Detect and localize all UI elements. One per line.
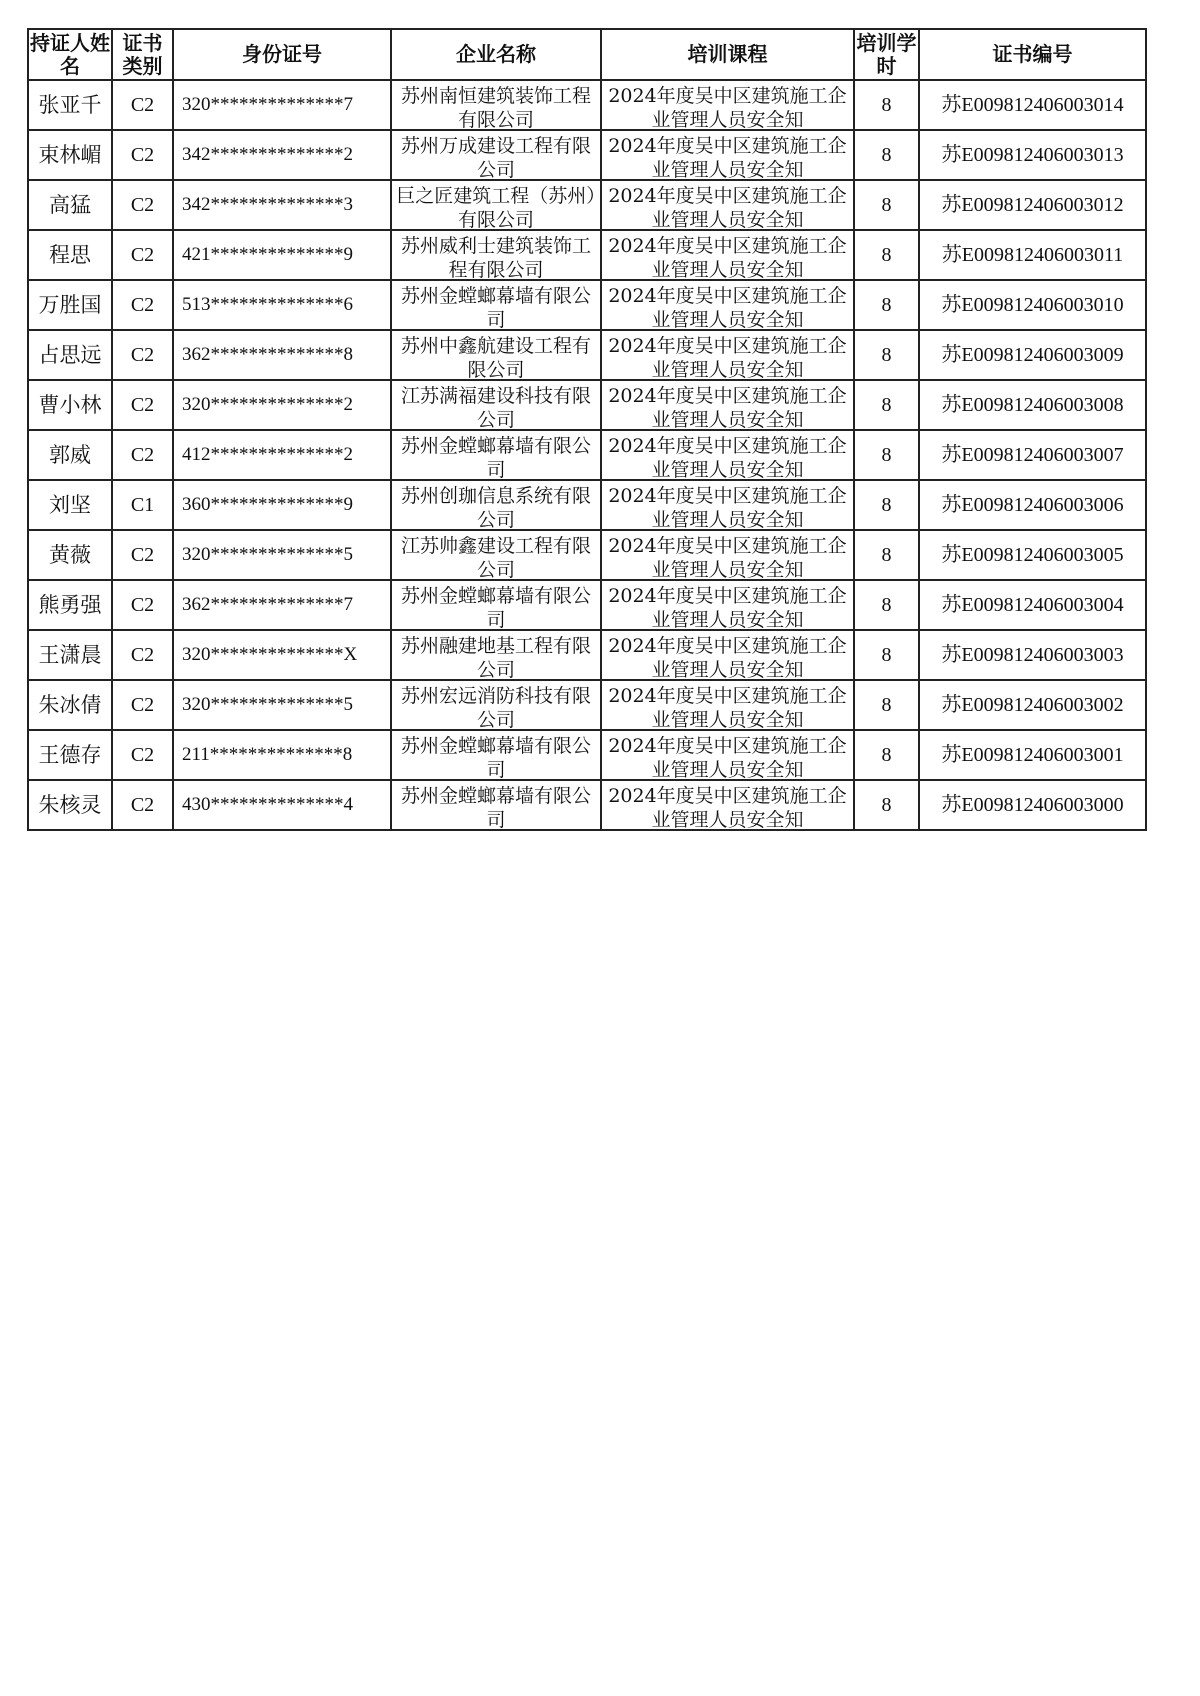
cell-holder-name: 曹小林 [28,380,112,430]
cell-id-number: 320**************7 [173,80,391,130]
header-cert-type: 证书类别 [112,29,173,80]
cell-company-text: 苏州金螳螂幕墙有限公司 [400,435,591,478]
table-row [28,330,1146,380]
header-holder-name: 持证人姓名 [28,29,112,80]
cell-company [391,80,601,130]
cell-company-text: 苏州中鑫航建设工程有限公司 [400,335,591,378]
cell-company [391,680,601,730]
cell-company [391,480,601,530]
cell-hours: 8 [854,80,919,130]
cell-course-text: 2024年度吴中区建筑施工企业管理人员安全知 [608,135,847,178]
cell-holder-name: 万胜国 [28,280,112,330]
cell-cert-type: C2 [112,280,173,330]
cell-hours: 8 [854,580,919,630]
cell-cert-number: 苏E009812406003009 [919,330,1146,380]
cell-id-number: 320**************5 [173,530,391,580]
cell-course-text: 2024年度吴中区建筑施工企业管理人员安全知 [608,85,847,128]
cell-hours: 8 [854,780,919,830]
cell-cert-number: 苏E009812406003013 [919,130,1146,180]
cell-company-text: 江苏帅鑫建设工程有限公司 [400,535,591,578]
cell-id-number: 513**************6 [173,280,391,330]
cell-cert-type: C2 [112,780,173,830]
cell-holder-name: 高猛 [28,180,112,230]
header-row [28,29,1146,80]
cell-cert-number: 苏E009812406003007 [919,430,1146,480]
cell-hours: 8 [854,630,919,680]
cell-holder-name: 王德存 [28,730,112,780]
cell-id-number: 320**************X [173,630,391,680]
cell-hours: 8 [854,730,919,780]
cell-company [391,230,601,280]
cell-company-text: 苏州南恒建筑装饰工程有限公司 [400,85,591,128]
table-row [28,730,1146,780]
cell-id-number: 412**************2 [173,430,391,480]
cell-course-text: 2024年度吴中区建筑施工企业管理人员安全知 [608,785,847,828]
cell-company [391,430,601,480]
cell-company [391,280,601,330]
cell-hours: 8 [854,430,919,480]
cell-cert-type: C2 [112,380,173,430]
table-row [28,280,1146,330]
cell-company-text: 苏州威利士建筑装饰工程有限公司 [400,235,591,278]
cell-cert-number: 苏E009812406003011 [919,230,1146,280]
table-row [28,530,1146,580]
cell-company-text: 苏州融建地基工程有限公司 [400,635,591,678]
cell-course-text: 2024年度吴中区建筑施工企业管理人员安全知 [608,285,847,328]
table-row [28,680,1146,730]
cell-hours: 8 [854,180,919,230]
certificate-table [27,28,1147,831]
cell-company-text: 苏州金螳螂幕墙有限公司 [400,785,591,828]
table-row [28,180,1146,230]
table-body [28,80,1146,830]
cell-company [391,580,601,630]
cell-course [601,630,854,680]
cell-hours: 8 [854,230,919,280]
cell-hours: 8 [854,680,919,730]
cell-course [601,80,854,130]
cell-cert-number: 苏E009812406003012 [919,180,1146,230]
cell-id-number: 360**************9 [173,480,391,530]
cell-cert-number: 苏E009812406003002 [919,680,1146,730]
header-cert-number: 证书编号 [919,29,1146,80]
table-row [28,430,1146,480]
cell-cert-number: 苏E009812406003014 [919,80,1146,130]
cell-course [601,530,854,580]
cell-id-number: 342**************3 [173,180,391,230]
cell-hours: 8 [854,480,919,530]
table-row [28,230,1146,280]
cell-cert-number: 苏E009812406003005 [919,530,1146,580]
cell-cert-number: 苏E009812406003003 [919,630,1146,680]
cell-cert-number: 苏E009812406003010 [919,280,1146,330]
cell-course [601,230,854,280]
table-row [28,80,1146,130]
cell-cert-type: C2 [112,130,173,180]
cell-cert-type: C2 [112,330,173,380]
cell-cert-type: C2 [112,180,173,230]
cell-course [601,730,854,780]
header-hours: 培训学时 [854,29,919,80]
cell-company-text: 苏州金螳螂幕墙有限公司 [400,585,591,628]
cell-cert-number: 苏E009812406003001 [919,730,1146,780]
cell-course [601,680,854,730]
cell-company-text: 巨之匠建筑工程（苏州）有限公司 [396,185,596,228]
cell-company-text: 苏州金螳螂幕墙有限公司 [400,285,591,328]
cell-course [601,380,854,430]
cell-company-text: 苏州宏远消防科技有限公司 [400,685,591,728]
cell-course-text: 2024年度吴中区建筑施工企业管理人员安全知 [608,185,847,228]
cell-cert-type: C2 [112,630,173,680]
cell-company [391,330,601,380]
table-row [28,630,1146,680]
cell-company [391,630,601,680]
cell-company [391,380,601,430]
cell-id-number: 421**************9 [173,230,391,280]
cell-course-text: 2024年度吴中区建筑施工企业管理人员安全知 [608,485,847,528]
table-row [28,580,1146,630]
header-company: 企业名称 [391,29,601,80]
cell-company-text: 苏州万成建设工程有限公司 [400,135,591,178]
cell-company [391,180,601,230]
cell-hours: 8 [854,280,919,330]
cell-course-text: 2024年度吴中区建筑施工企业管理人员安全知 [608,685,847,728]
cell-id-number: 430**************4 [173,780,391,830]
cell-id-number: 320**************2 [173,380,391,430]
cell-cert-type: C2 [112,430,173,480]
cell-holder-name: 张亚千 [28,80,112,130]
cell-course [601,330,854,380]
cell-holder-name: 刘坚 [28,480,112,530]
cell-cert-type: C2 [112,80,173,130]
cell-holder-name: 占思远 [28,330,112,380]
cell-course [601,280,854,330]
cell-company-text: 苏州金螳螂幕墙有限公司 [400,735,591,778]
header-id-number: 身份证号 [173,29,391,80]
cell-id-number: 211**************8 [173,730,391,780]
cell-course [601,480,854,530]
cell-company-text: 江苏满福建设科技有限公司 [400,385,591,428]
cell-cert-number: 苏E009812406003006 [919,480,1146,530]
cell-holder-name: 黄薇 [28,530,112,580]
cell-hours: 8 [854,380,919,430]
certificate-table-sheet [27,28,1147,831]
table-row [28,130,1146,180]
cell-cert-type: C2 [112,580,173,630]
cell-course-text: 2024年度吴中区建筑施工企业管理人员安全知 [608,385,847,428]
cell-holder-name: 朱冰倩 [28,680,112,730]
cell-course [601,180,854,230]
cell-hours: 8 [854,330,919,380]
cell-company [391,530,601,580]
cell-company [391,780,601,830]
cell-id-number: 362**************8 [173,330,391,380]
cell-holder-name: 束林嵋 [28,130,112,180]
cell-hours: 8 [854,530,919,580]
cell-holder-name: 程思 [28,230,112,280]
cell-course-text: 2024年度吴中区建筑施工企业管理人员安全知 [608,435,847,478]
cell-course-text: 2024年度吴中区建筑施工企业管理人员安全知 [608,585,847,628]
cell-cert-number: 苏E009812406003000 [919,780,1146,830]
cell-cert-type: C2 [112,530,173,580]
cell-course [601,430,854,480]
cell-course-text: 2024年度吴中区建筑施工企业管理人员安全知 [608,235,847,278]
cell-cert-type: C1 [112,480,173,530]
cell-course [601,130,854,180]
cell-course-text: 2024年度吴中区建筑施工企业管理人员安全知 [608,735,847,778]
cell-hours: 8 [854,130,919,180]
cell-course-text: 2024年度吴中区建筑施工企业管理人员安全知 [608,635,847,678]
cell-course [601,580,854,630]
cell-id-number: 362**************7 [173,580,391,630]
table-row [28,480,1146,530]
table-row [28,780,1146,830]
cell-course-text: 2024年度吴中区建筑施工企业管理人员安全知 [608,335,847,378]
cell-cert-type: C2 [112,230,173,280]
cell-id-number: 320**************5 [173,680,391,730]
cell-cert-type: C2 [112,730,173,780]
table-header [28,29,1146,80]
cell-holder-name: 朱核灵 [28,780,112,830]
cell-holder-name: 熊勇强 [28,580,112,630]
cell-company-text: 苏州创珈信息系统有限公司 [400,485,591,528]
cell-course [601,780,854,830]
header-course: 培训课程 [601,29,854,80]
cell-cert-number: 苏E009812406003004 [919,580,1146,630]
table-row [28,380,1146,430]
cell-company [391,130,601,180]
cell-id-number: 342**************2 [173,130,391,180]
cell-company [391,730,601,780]
cell-holder-name: 王潇晨 [28,630,112,680]
cell-cert-number: 苏E009812406003008 [919,380,1146,430]
cell-holder-name: 郭威 [28,430,112,480]
cell-course-text: 2024年度吴中区建筑施工企业管理人员安全知 [608,535,847,578]
cell-cert-type: C2 [112,680,173,730]
